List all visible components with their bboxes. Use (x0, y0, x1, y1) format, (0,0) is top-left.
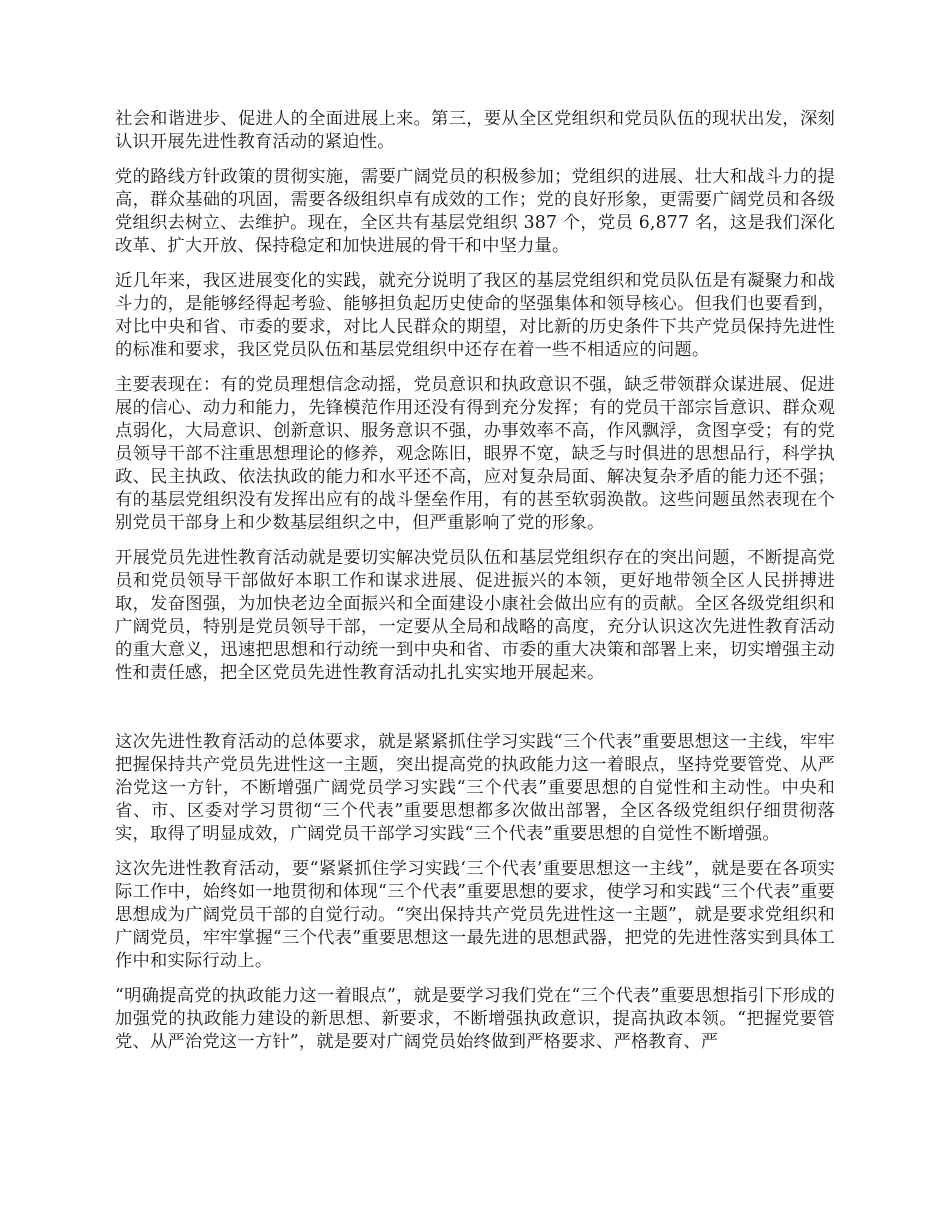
paragraph: 主要表现在：有的党员理想信念动摇，党员意识和执政意识不强，缺乏带领群众谋进展、促进展的信心、动力和能力，先锋模范作用还没有得到充分发挥；有的党员干部宗旨意识、群众观点弱化，大局意识、创新意识、服务意识不强，办事效率不高，作风飘浮，贪图享受；有的党员领导干部不注重思想理论的修养，观念陈旧，眼界不宽，缺乏与时俱进的思想品行，科学执政、民主执政、依法执政的能力和水平还不高，应对复杂局面、解决复杂矛盾的能力还不强；有的基层党组织没有发挥出应有的战斗堡垒作用，有的甚至软弱涣散。这些问题虽然表现在个别党员干部身上和少数基层组织之中，但严重影响了党的形象。 (115, 375, 835, 533)
section-spacer (115, 697, 835, 731)
paragraph: 党的路线方针政策的贯彻实施，需要广阔党员的积极参加；党组织的进展、壮大和战斗力的提高，群众基础的巩固，需要各级组织卓有成效的工作；党的良好形象，更需要广阔党员和各级党组织去树立、去维护。现在，全区共有基层党组织 387 个，党员 6,877 名，这是我们深化改革、扩大开放、保持稳定和加快进展的骨干和中坚力量。 (115, 167, 835, 256)
paragraph: 社会和谐进步、促进人的全面进展上来。第三，要从全区党组织和党员队伍的现状出发，深刻认识开展先进性教育活动的紧迫性。 (115, 109, 835, 152)
paragraph: 这次先进性教育活动的总体要求，就是紧紧抓住学习实践“三个代表”重要思想这一主线，牢牢把握保持共产党员先进性这一主题，突出提高党的执政能力这一着眼点，坚持党要管党、从严治党这一方针，不断增强广阔党员学习实践“三个代表”重要思想的自觉性和主动性。中央和省、市、区委对学习贯彻“三个代表”重要思想都多次做出部署，全区各级党组织仔细贯彻落实，取得了明显成效，广阔党员干部学习实践“三个代表”重要思想的自觉性不断增强。 (115, 732, 835, 844)
paragraph: 这次先进性教育活动，要“紧紧抓住学习实践‘三个代表’重要思想这一主线”，就是要在各项实际工作中，始终如一地贯彻和体现“三个代表”重要思想的要求，使学习和实践“三个代表”重要思想成为广阔党员干部的自觉行动。“突出保持共产党员先进性这一主题”，就是要求党组织和广阔党员，牢牢掌握“三个代表”重要思想这一最先进的思想武器，把党的先进性落实到具体工作中和实际行动上。 (115, 859, 835, 971)
paragraph: 开展党员先进性教育活动就是要切实解决党员队伍和基层党组织存在的突出问题，不断提高党员和党员领导干部做好本职工作和谋求进展、促进振兴的本领，更好地带领全区人民拼搏进取，发奋图强，为加快老边全面振兴和全面建设小康社会做出应有的贡献。全区各级党组织和广阔党员，特别是党员领导干部，一定要从全局和战略的高度，充分认识这次先进性教育活动的重大意义，迅速把思想和行动统一到中央和省、市委的重大决策和部署上来，切实增强主动性和责任感，把全区党员先进性教育活动扎扎实实地开展起来。 (115, 548, 835, 683)
document-page (115, 108, 835, 1066)
paragraph: 近几年来，我区进展变化的实践，就充分说明了我区的基层党组织和党员队伍是有凝聚力和战斗力的，是能够经得起考验、能够担负起历史使命的坚强集体和领导核心。但我们也要看到，对比中央和省、市委的要求，对比人民群众的期望，对比新的历史条件下共产党员保持先进性的标准和要求，我区党员队伍和基层党组织中还存在着一些不相适应的问题。 (115, 271, 835, 360)
paragraph: “明确提高党的执政能力这一着眼点”，就是要学习我们党在“三个代表”重要思想指引下形成的加强党的执政能力建设的新思想、新要求，不断增强执政意识，提高执政本领。“把握党要管党、从严治党这一方针”，就是要对广阔党员始终做到严格要求、严格教育、严 (115, 986, 835, 1052)
